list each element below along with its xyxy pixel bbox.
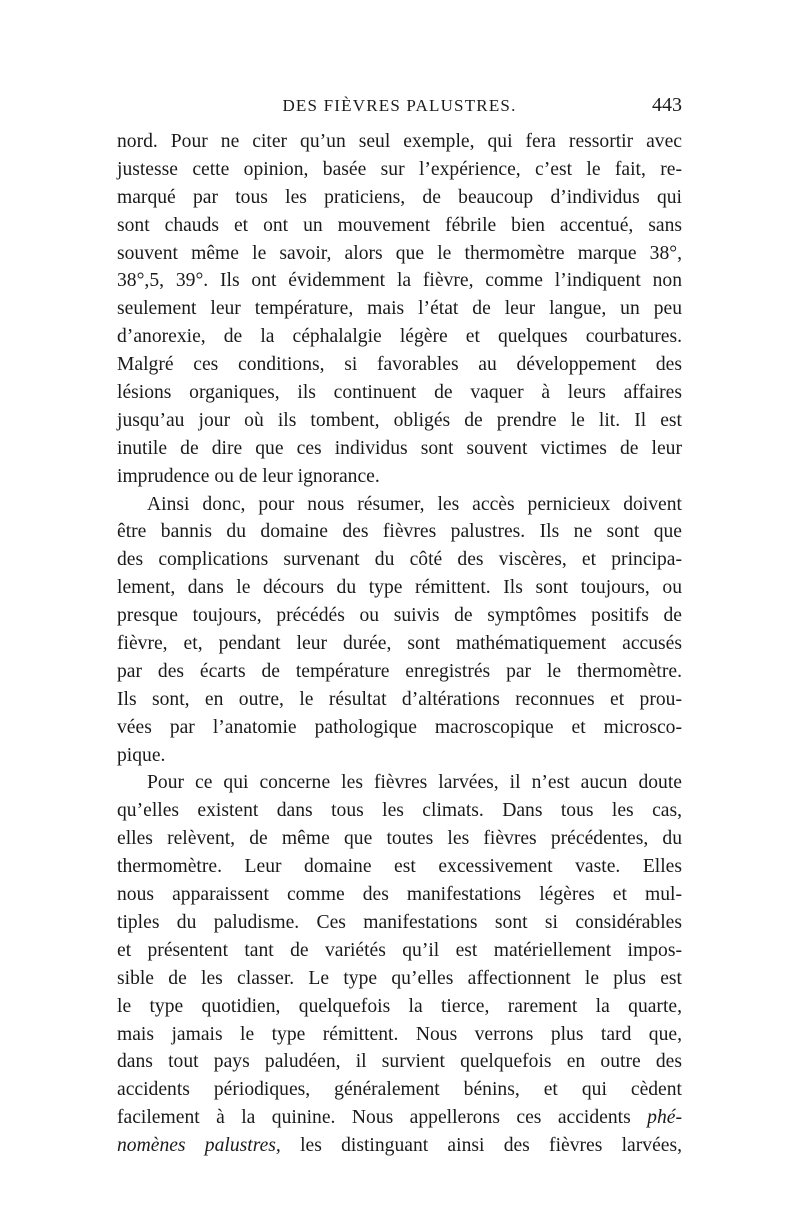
text-line: le type quotidien, quelquefois la tierce, rarement la quarte, (117, 995, 682, 1017)
text-line: lement, dans le décours du type rémittent. Ils sont toujours, ou (117, 577, 682, 599)
text-line: inutile de dire que ces individus sont souvent victimes de leur (117, 437, 682, 459)
text-line: sible de les classer. Le type qu’elles affectionnent le plus est (117, 967, 682, 989)
text-line-with-italic: nomènes palustres, les distinguant ainsi des fièvres larvées, (117, 1135, 682, 1157)
text-line: marqué par tous les praticiens, de beaucoup d’individus qui (117, 186, 682, 208)
text-line: sont chauds et ont un mouvement fébrile bien accentué, sans (117, 214, 682, 236)
text-line: tiples du paludisme. Ces manifestations sont si considérables (117, 911, 682, 933)
text-line: Ainsi donc, pour nous résumer, les accès pernicieux doivent (147, 493, 682, 515)
text-line: imprudence ou de leur ignorance. (117, 465, 380, 487)
text-line: 38°,5, 39°. Ils ont évidemment la fièvre, comme l’indiquent non (117, 270, 682, 292)
text-line-with-italic: facilement à la quinine. Nous appellerons ces accidents phé- (117, 1107, 682, 1129)
text-line: accidents périodiques, généralement bénins, et qui cèdent (117, 1079, 682, 1101)
text-line: Ils sont, en outre, le résultat d’altérations reconnues et prou- (117, 688, 682, 710)
text-line: nous apparaissent comme des manifestations légères et mul- (117, 884, 682, 906)
italic-term: phé- (647, 1107, 682, 1129)
text-line: pique. (117, 744, 166, 766)
text-line: jusqu’au jour où ils tombent, obligés de prendre le lit. Il est (117, 409, 682, 431)
text-line: presque toujours, précédés ou suivis de symptômes positifs de (117, 605, 682, 627)
text-line: fièvre, et, pendant leur durée, sont mathématiquement accusés (117, 633, 682, 655)
text-line: justesse cette opinion, basée sur l’expérience, c’est le fait, re- (117, 158, 682, 180)
text-line: des complications survenant du côté des viscères, et principa- (117, 549, 682, 571)
text-line: nord. Pour ne citer qu’un seul exemple, qui fera ressortir avec (117, 131, 682, 152)
paragraph (117, 491, 682, 770)
text-line: vées par l’anatomie pathologique macroscopique et microsco- (117, 716, 682, 738)
text-line: mais jamais le type rémittent. Nous verrons plus tard que, (117, 1023, 682, 1045)
text-line: et présentent tant de variétés qu’il est matériellement impos- (117, 939, 682, 961)
body-text (117, 128, 682, 1160)
text-line: qu’elles existent dans tous les climats. Dans tous les cas, (117, 800, 682, 822)
italic-term: nomènes palustres, (117, 1135, 281, 1157)
text-line: Pour ce qui concerne les fièvres larvées, il n’est aucun doute (147, 772, 682, 794)
page-number: 443 (652, 94, 682, 116)
paragraph (117, 769, 682, 1159)
running-head (117, 96, 682, 124)
running-title: DES FIÈVRES PALUSTRES. (282, 96, 517, 115)
text-line: elles relèvent, de même que toutes les fièvres précédentes, du (117, 828, 682, 850)
text-line: être bannis du domaine des fièvres palustres. Ils ne sont que (117, 521, 682, 543)
text-line: dans tout pays paludéen, il survient quelquefois en outre des (117, 1051, 682, 1073)
text-line: seulement leur température, mais l’état de leur langue, un peu (117, 298, 682, 320)
text-line: souvent même le savoir, alors que le thermomètre marque 38°, (117, 242, 682, 264)
text-line: thermomètre. Leur domaine est excessivement vaste. Elles (117, 856, 682, 878)
text-line: d’anorexie, de la céphalalgie légère et quelques courbatures. (117, 326, 682, 348)
paragraph (117, 128, 682, 491)
text-line: lésions organiques, ils continuent de vaquer à leurs affaires (117, 382, 682, 404)
text-line: Malgré ces conditions, si favorables au développement des (117, 354, 682, 376)
text-line: par des écarts de température enregistrés par le thermomètre. (117, 660, 682, 682)
